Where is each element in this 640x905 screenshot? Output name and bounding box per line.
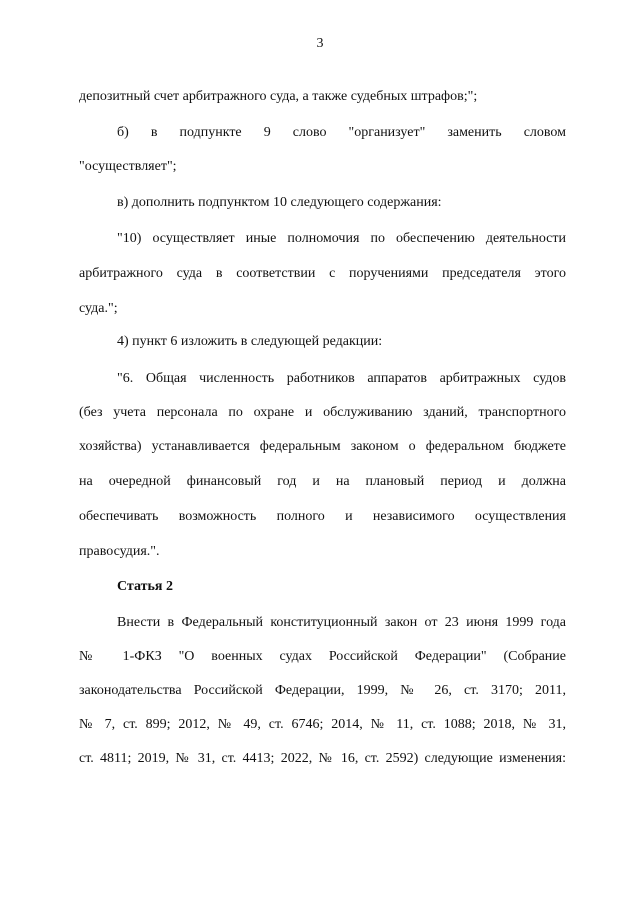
text-line: "10) осуществляет иные полномочия по обеспечению деятельности bbox=[117, 231, 566, 246]
text-line: хозяйства) устанавливается федеральным законом о федеральном бюджете bbox=[79, 439, 566, 454]
text-line: правосудия.". bbox=[79, 544, 160, 559]
page-number: 3 bbox=[316, 36, 324, 51]
text-line: обеспечивать возможность полного и независимого осуществления bbox=[79, 509, 566, 524]
article-heading: Статья 2 bbox=[117, 579, 173, 594]
text-line: № 7, ст. 899; 2012, № 49, ст. 6746; 2014, № 11, ст. 1088; 2018, № 31, bbox=[79, 717, 566, 732]
text-line: ст. 4811; 2019, № 31, ст. 4413; 2022, № 16, ст. 2592) следующие изменения: bbox=[79, 751, 566, 766]
text-line: Внести в Федеральный конституционный закон от 23 июня 1999 года bbox=[117, 615, 566, 630]
text-line: "6. Общая численность работников аппаратов арбитражных судов bbox=[117, 371, 566, 386]
text-line: "осуществляет"; bbox=[79, 159, 177, 174]
text-line: арбитражного суда в соответствии с поручениями председателя этого bbox=[79, 266, 566, 281]
text-line: в) дополнить подпунктом 10 следующего содержания: bbox=[117, 195, 442, 210]
text-line: 4) пункт 6 изложить в следующей редакции: bbox=[117, 334, 383, 349]
text-line: б) в подпункте 9 слово "организует" заменить словом bbox=[117, 125, 566, 140]
text-line: (без учета персонала по охране и обслуживанию зданий, транспортного bbox=[79, 405, 566, 420]
text-line: № 1-ФКЗ "О военных судах Российской Федерации" (Собрание bbox=[79, 649, 566, 664]
text-line: законодательства Российской Федерации, 1999, № 26, ст. 3170; 2011, bbox=[79, 683, 566, 698]
text-line: суда."; bbox=[79, 301, 118, 316]
text-line: депозитный счет арбитражного суда, а также судебных штрафов;"; bbox=[79, 89, 478, 104]
text-line: на очередной финансовый год и на плановый период и должна bbox=[79, 474, 566, 489]
